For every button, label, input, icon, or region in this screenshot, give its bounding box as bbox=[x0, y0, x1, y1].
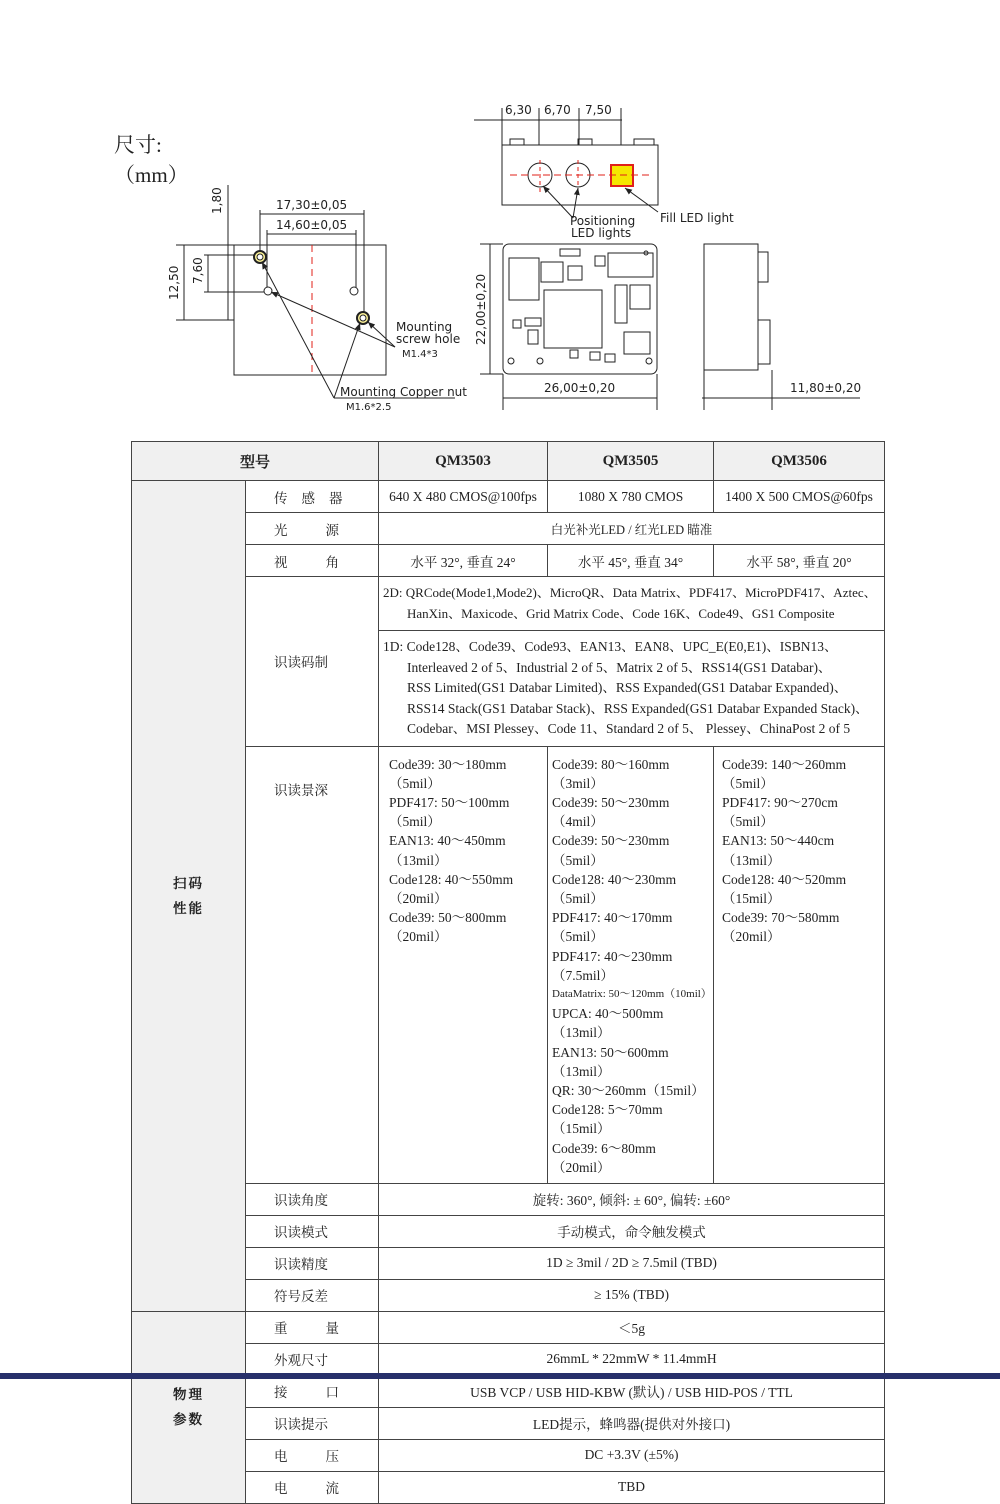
label-size: 外观尺寸 bbox=[246, 1343, 379, 1375]
depth-item: Code128: 5～70mm（15mil） bbox=[552, 1102, 663, 1137]
dim-14-60: 14,60±0,05 bbox=[276, 218, 348, 232]
depth-item: UPCA: 40～500mm（13mil） bbox=[552, 1006, 664, 1041]
label-fov: 视角 bbox=[246, 545, 379, 577]
category-scan-2: 性能 bbox=[173, 900, 204, 916]
depth-item: Code39: 50～800mm（20mil） bbox=[389, 910, 507, 945]
current-value: TBD bbox=[379, 1471, 885, 1503]
fov-qm3506: 水平 58°, 垂直 20° bbox=[714, 545, 885, 577]
front-view bbox=[474, 108, 658, 218]
symb-2d-line1: 2D: QRCode(Mode1,Mode2)、MicroQR、Data Matrix、PDF417、MicroPDF417、Aztec、 bbox=[383, 585, 877, 600]
note-fill-led: Fill LED light bbox=[660, 211, 734, 225]
dim-1-80: 1,80 bbox=[210, 187, 224, 214]
depth-item: EAN13: 40～450mm（13mil） bbox=[389, 833, 506, 868]
row-sensor bbox=[132, 481, 885, 513]
light-value: 白光补光LED / 红光LED 瞄准 bbox=[379, 513, 885, 545]
depth-item: QR: 30～260mm（15mil） bbox=[552, 1082, 705, 1098]
category-physical-1: 物理 bbox=[173, 1387, 204, 1403]
depth-item: Code128: 40～550mm（20mil） bbox=[389, 871, 514, 906]
dim-depth: 11,80±0,20 bbox=[790, 381, 862, 395]
symbologies-2d bbox=[379, 577, 884, 631]
sensor-qm3503: 640 X 480 CMOS@100fps bbox=[379, 481, 548, 513]
sensor-qm3505: 1080 X 780 CMOS bbox=[548, 481, 714, 513]
dim-7-60: 7,60 bbox=[191, 257, 205, 284]
symb-2d-line2: HanXin、Maxicode、Grid Matrix Code、Code 16K、Code49、GS1 Composite bbox=[407, 605, 835, 621]
mode-value: 手动模式，命令触发模式 bbox=[379, 1215, 885, 1247]
size-value: 26mmL * 22mmW * 11.4mmH bbox=[379, 1343, 885, 1375]
label-symbologies: 识读码制 bbox=[246, 577, 379, 747]
fov-qm3505: 水平 45°, 垂直 34° bbox=[548, 545, 714, 577]
depth-item: DataMatrix: 50～120mm（10mil） bbox=[552, 987, 712, 1000]
mounting-view bbox=[176, 185, 455, 398]
depth-item: PDF417: 90～270cm（5mil） bbox=[722, 794, 838, 830]
label-contrast: 符号反差 bbox=[246, 1279, 379, 1311]
symbologies-1d bbox=[379, 631, 884, 746]
note-mount-hole-1: Mounting bbox=[396, 320, 453, 334]
depth-qm3505 bbox=[548, 746, 714, 1183]
header-qm3503: QM3503 bbox=[379, 442, 548, 481]
depth-item: EAN13: 50～440cm（13mil） bbox=[722, 833, 835, 868]
depth-item: Code128: 40～230mm（5mil） bbox=[552, 871, 677, 906]
depth-item: Code39: 30～180mm（5mil） bbox=[389, 756, 507, 791]
category-physical bbox=[132, 1311, 246, 1503]
label-angle: 识读角度 bbox=[246, 1183, 379, 1215]
depth-item: Code128: 40～520mm（15mil） bbox=[722, 871, 847, 906]
depth-item: PDF417: 40～170mm（5mil） bbox=[552, 910, 673, 945]
note-mount-hole-2: screw hole bbox=[396, 332, 461, 346]
contrast-value: ≥ 15% (TBD) bbox=[379, 1279, 885, 1311]
spec-table bbox=[131, 441, 885, 1504]
depth-item: Code39: 140～260mm（5mil） bbox=[722, 756, 847, 791]
label-sensor: 传感器 bbox=[246, 481, 379, 513]
note-copper-nut-2: M1.6*2.5 bbox=[346, 402, 392, 413]
depth-qm3506 bbox=[714, 746, 885, 1183]
depth-item: PDF417: 50～100mm（5mil） bbox=[389, 794, 510, 830]
dim-top-a: 6,30 bbox=[505, 103, 532, 117]
voltage-value: DC +3.3V (±5%) bbox=[379, 1439, 885, 1471]
heading-unit: （mm） bbox=[114, 163, 189, 187]
weight-value: ＜5g bbox=[379, 1311, 885, 1343]
symbologies-cell bbox=[379, 577, 885, 747]
header-qm3506: QM3506 bbox=[714, 442, 885, 481]
symb-1d-line4: RSS14 Stack(GS1 Databar Stack)、RSS Expanded(GS1 Databar Expanded Stack)、 bbox=[407, 700, 869, 716]
dim-top-c: 7,50 bbox=[585, 103, 612, 117]
depth-item: Code39: 50～230mm（5mil） bbox=[552, 833, 670, 868]
precision-value: 1D ≥ 3mil / 2D ≥ 7.5mil (TBD) bbox=[379, 1247, 885, 1279]
note-copper-nut-1: Mounting Copper nut bbox=[340, 385, 467, 399]
label-voltage: 电压 bbox=[246, 1439, 379, 1471]
interface-value: USB VCP / USB HID-KBW (默认) / USB HID-POS / TTL bbox=[379, 1375, 885, 1407]
prompt-value: LED提示，蜂鸣器(提供对外接口) bbox=[379, 1407, 885, 1439]
note-positioning-1: Positioning bbox=[570, 214, 636, 228]
depth-item: PDF417: 40～230mm（7.5mil） bbox=[552, 948, 673, 983]
sensor-qm3506: 1400 X 500 CMOS@60fps bbox=[714, 481, 885, 513]
depth-qm3503 bbox=[379, 746, 548, 1183]
symb-1d-line1: 1D: Code128、Code39、Code93、EAN13、EAN8、UPC_E(E0,E1)、ISBN13、 bbox=[383, 639, 838, 654]
category-physical-2: 参数 bbox=[173, 1412, 204, 1428]
note-mount-hole-3: M1.4*3 bbox=[402, 349, 438, 360]
label-mode: 识读模式 bbox=[246, 1215, 379, 1247]
table-header-row bbox=[132, 442, 885, 481]
row-weight bbox=[132, 1311, 885, 1343]
depth-item: EAN13: 50～600mm（13mil） bbox=[552, 1044, 669, 1079]
label-interface: 接口 bbox=[246, 1375, 379, 1407]
label-light: 光源 bbox=[246, 513, 379, 545]
depth-item: Code39: 6～80mm（20mil） bbox=[552, 1140, 656, 1175]
depth-item: Code39: 50～230mm（4mil） bbox=[552, 794, 670, 830]
dim-width: 26,00±0,20 bbox=[544, 381, 616, 395]
dim-17-30: 17,30±0,05 bbox=[276, 198, 348, 212]
label-weight: 重量 bbox=[246, 1311, 379, 1343]
dim-height: 22,00±0,20 bbox=[474, 273, 488, 345]
dimension-drawing-svg bbox=[0, 0, 1000, 430]
note-positioning-2: LED lights bbox=[571, 226, 632, 240]
heading-size: 尺寸: bbox=[114, 133, 162, 157]
label-current: 电流 bbox=[246, 1471, 379, 1503]
dim-12-50: 12,50 bbox=[167, 265, 181, 300]
depth-item: Code39: 80～160mm（3mil） bbox=[552, 756, 670, 791]
label-precision: 识读精度 bbox=[246, 1247, 379, 1279]
category-scan bbox=[132, 481, 246, 1312]
header-model: 型号 bbox=[132, 442, 379, 481]
header-qm3505: QM3505 bbox=[548, 442, 714, 481]
depth-item: Code39: 70～580mm（20mil） bbox=[722, 910, 840, 945]
symb-1d-line2: Interleaved 2 of 5、Industrial 2 of 5、Matrix 2 of 5、RSS14(GS1 Databar)、 bbox=[407, 659, 832, 675]
label-depth: 识读景深 bbox=[246, 746, 379, 1183]
label-prompt: 识读提示 bbox=[246, 1407, 379, 1439]
dimension-drawing bbox=[0, 0, 1000, 430]
dim-top-b: 6,70 bbox=[544, 103, 571, 117]
angle-value: 旋转: 360°, 倾斜: ± 60°, 偏转: ±60° bbox=[379, 1183, 885, 1215]
symb-1d-line5: Codebar、MSI Plessey、Code 11、Standard 2 of 5、 Plessey、ChinaPost 2 of 5 bbox=[407, 721, 851, 736]
category-scan-1: 扫码 bbox=[173, 875, 204, 891]
footer-bar bbox=[0, 1373, 1000, 1379]
fov-qm3503: 水平 32°, 垂直 24° bbox=[379, 545, 548, 577]
symb-1d-line3: RSS Limited(GS1 Databar Limited)、RSS Expanded(GS1 Databar Expanded)、 bbox=[407, 680, 848, 695]
